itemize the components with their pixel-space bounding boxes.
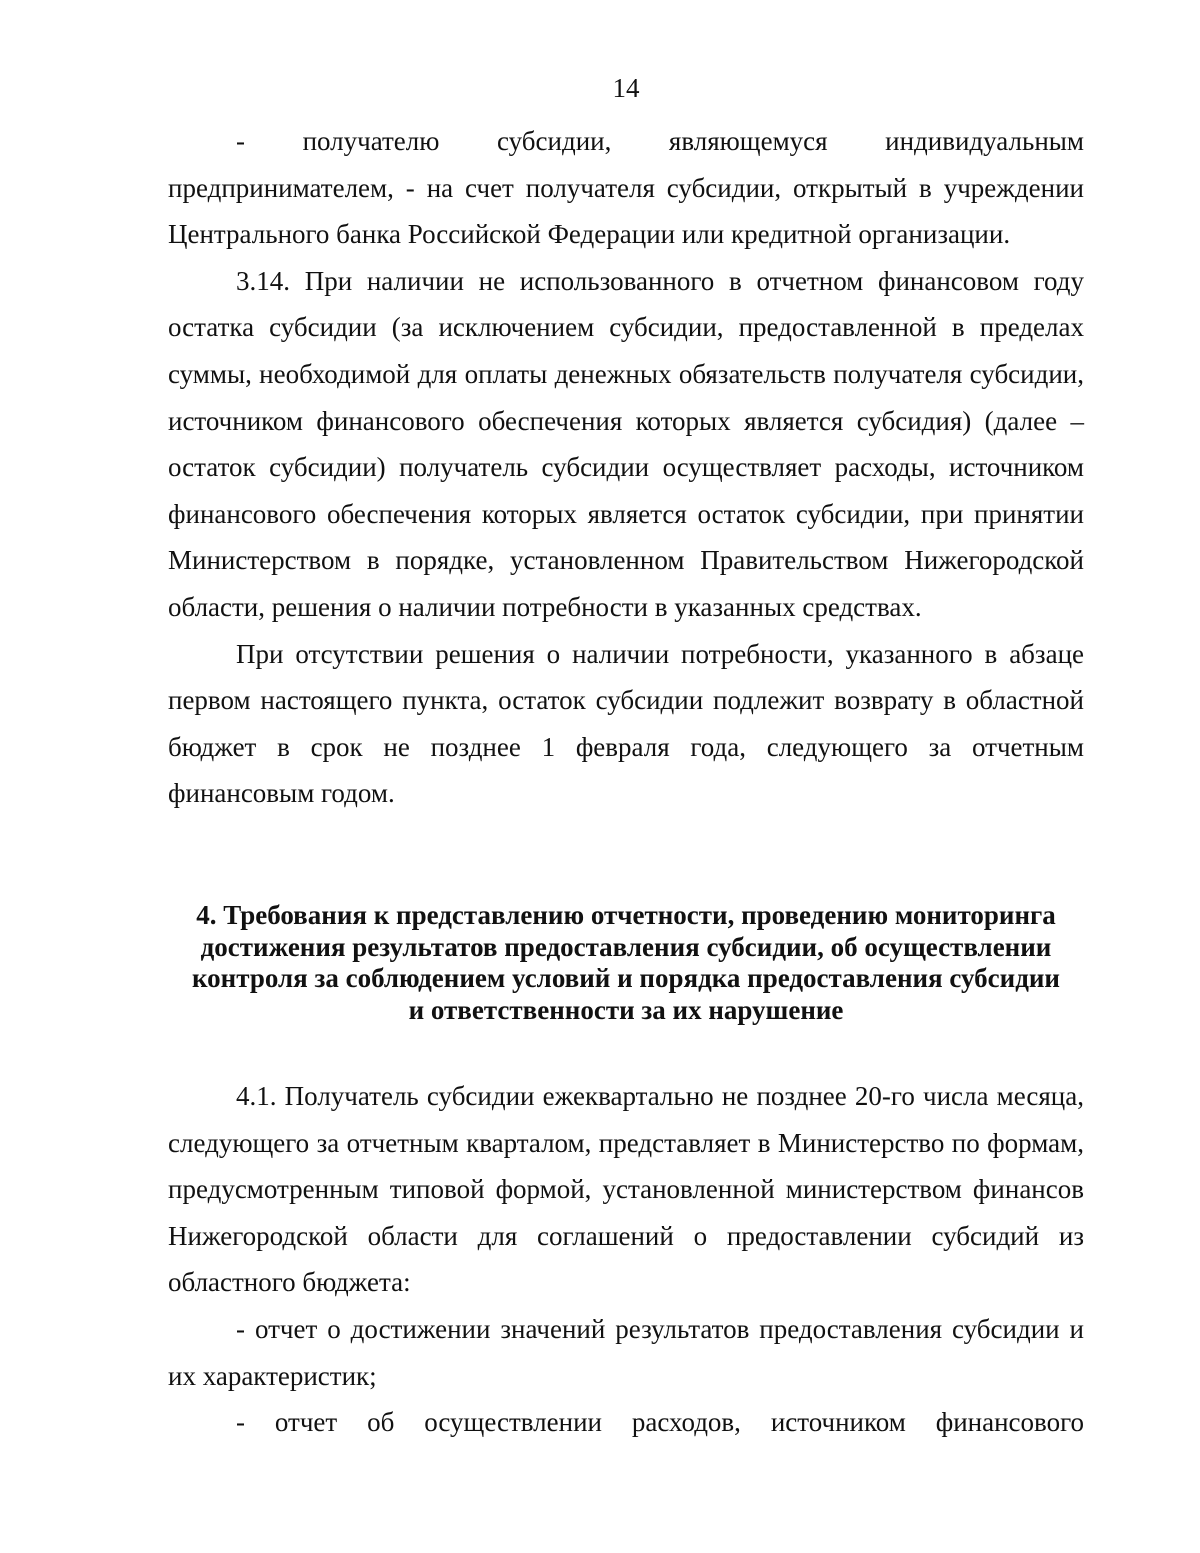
paragraph-recipient-individual-entrepreneur: - получателю субсидии, являющемуся индивидуальным предпринимателем, - на счет получателя субсидии, открытый в учреждении Центрального банка Российской Федерации или кредитной организации. xyxy=(168,126,1084,250)
section-heading-line: и ответственности за их нарушение xyxy=(408,994,844,1025)
paragraph-4-1: 4.1. Получатель субсидии ежеквартально не позднее 20-го числа месяца, следующего за отчетным кварталом, представляет в Министерство по формам, предусмотренным типовой формой, установленной министерством финансов Нижегородской области для соглашений о предоставлении субсидий из областного бюджета: xyxy=(168,1081,1084,1298)
paragraph-report-expenses: - отчет об осуществлении расходов, источником финансового xyxy=(236,1407,1084,1438)
text-block-bottom xyxy=(168,1073,1084,1446)
paragraph-3-14: 3.14. При наличии не использованного в отчетном финансовом году остатка субсидии (за исключением субсидии, предоставленной в пределах суммы, необходимой для оплаты денежных обязательств получателя субсидии, источником финансового обеспечения которых является субсидия) (далее – остаток субсидии) получатель субсидии осуществляет расходы, источником финансового обеспечения которых является остаток субсидии, при принятии Министерством в порядке, установленном Правительством Нижегородской области, решения о наличии потребности в указанных средствах. xyxy=(168,265,1084,622)
paragraph-report-results: - отчет о достижении значений результатов предоставления субсидии и их характеристик; xyxy=(168,1313,1084,1391)
paragraph-no-decision: При отсутствии решения о наличии потребности, указанного в абзаце первом настоящего пункта, остаток субсидии подлежит возврату в областной бюджет в срок не позднее 1 февраля года, следующего за отчетным финансовым годом. xyxy=(168,638,1084,809)
page-number: 14 xyxy=(612,73,640,103)
section-heading-line: 4. Требования к представлению отчетности, проведению мониторинга xyxy=(196,900,1056,930)
section-heading-line: контроля за соблюдением условий и порядка предоставления субсидии xyxy=(191,963,1060,993)
section-4-heading xyxy=(168,900,1084,1026)
text-block-top xyxy=(168,118,1084,817)
section-heading-line: достижения результатов предоставления субсидии, об осуществлении xyxy=(200,931,1052,962)
